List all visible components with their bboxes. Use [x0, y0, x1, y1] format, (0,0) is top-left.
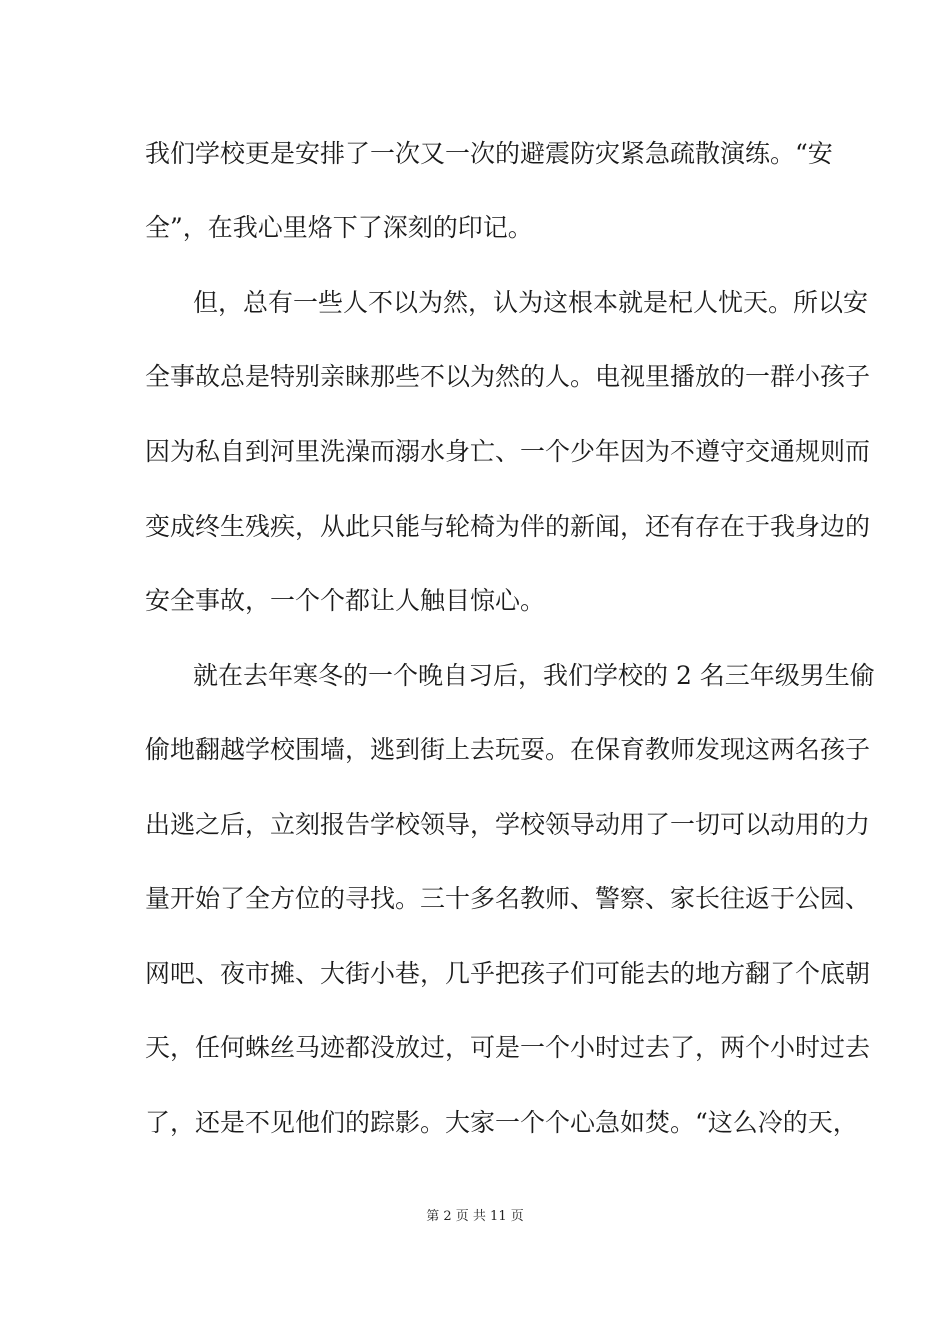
paragraph-first-line: 就在去年寒冬的一个晚自习后，我们学校的 2 名三年级男生偷 [193, 661, 875, 690]
text-line: 偷地翻越学校围墙，逃到街上去玩耍。在保育教师发现这两名孩子 [145, 735, 871, 764]
text-line: 因为私自到河里洗澡而溺水身亡、一个少年因为不遵守交通规则而 [145, 437, 871, 466]
text-line: 安全事故，一个个都让人触目惊心。 [145, 586, 546, 615]
text-line: 全事故总是特别亲睐那些不以为然的人。电视里播放的一群小孩子 [145, 362, 871, 391]
text-line: 网吧、夜市摊、大街小巷，几乎把孩子们可能去的地方翻了个底朝 [145, 959, 871, 988]
text-line: 量开始了全方位的寻找。三十多名教师、警察、家长往返于公园、 [145, 884, 871, 913]
text-line: 出逃之后，立刻报告学校领导，学校领导动用了一切可以动用的力 [145, 810, 871, 839]
text-line: 天，任何蛛丝马迹都没放过，可是一个小时过去了，两个小时过去 [145, 1033, 871, 1062]
text-line: 了，还是不见他们的踪影。大家一个个心急如焚。“这么冷的天， [145, 1108, 858, 1137]
text-line: 我们学校更是安排了一次又一次的避震防灾紧急疏散演练。“安 [145, 139, 833, 168]
text-line: 全”，在我心里烙下了深刻的印记。 [145, 213, 533, 242]
paragraph-first-line: 但，总有一些人不以为然，认为这根本就是杞人忧天。所以安 [193, 288, 869, 317]
text-line: 变成终生残疾，从此只能与轮椅为伴的新闻，还有存在于我身边的 [145, 512, 871, 541]
page-footer: 第 2 页 共 11 页 [426, 1209, 524, 1224]
